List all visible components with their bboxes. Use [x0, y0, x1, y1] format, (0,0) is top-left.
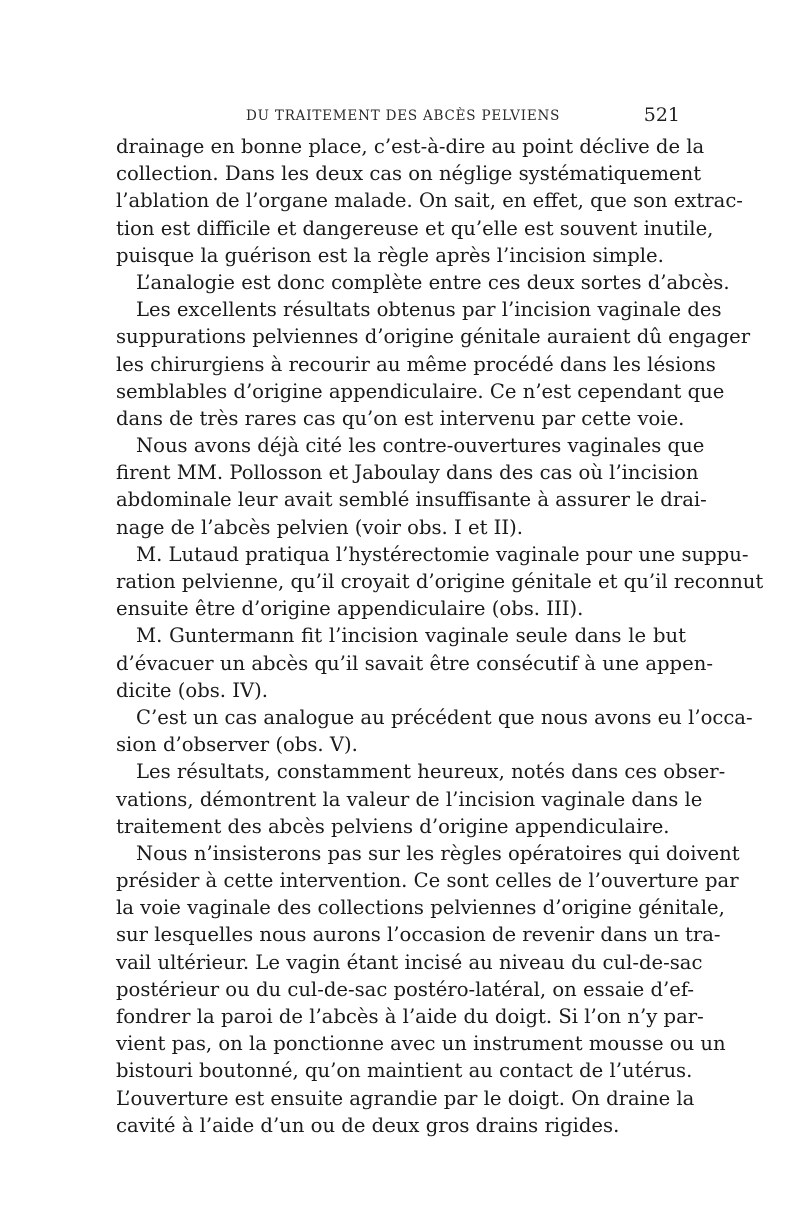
text-line: d’évacuer un abcès qu’il savait être consécutif à une appen- [116, 651, 713, 675]
text-line: M. Lutaud pratiqua l’hystérectomie vaginale pour une suppu- [136, 542, 749, 566]
text-line: présider à cette intervention. Ce sont celles de l’ouverture par [116, 869, 739, 893]
body-text [116, 133, 764, 1139]
text-line: sion d’observer (obs. V). [116, 733, 358, 757]
text-line: ration pelvienne, qu’il croyait d’origine génitale et qu’il reconnut [116, 570, 764, 593]
text-line: abdominale leur avait semblé insuffisante à assurer le drai- [116, 488, 707, 512]
text-line: dicite (obs. IV). [116, 678, 269, 702]
text-line: la voie vaginale des collections pelviennes d’origine génitale, [116, 896, 725, 920]
text-line: ensuite être d’origine appendiculaire (obs. III). [116, 597, 584, 621]
text-line: drainage en bonne place, c’est-à-dire au point déclive de la [116, 135, 705, 158]
text-line: vations, démontrent la valeur de l’incision vaginale dans le [116, 787, 703, 811]
text-line: l’ablation de l’organe malade. On sait, en effet, que son extrac- [116, 189, 743, 213]
text-line: postérieur ou du cul-de-sac postéro-latéral, on essaie d’ef- [116, 977, 695, 1001]
text-line: bistouri boutonné, qu’on maintient au contact de l’utérus. [116, 1059, 693, 1083]
text-line: dans de très rares cas qu’on est intervenu par cette voie. [116, 406, 685, 430]
text-line: Les excellents résultats obtenus par l’incision vaginale des [136, 298, 722, 322]
text-line: fondrer la paroi de l’abcès à l’aide du doigt. Si l’on n’y par- [116, 1005, 704, 1028]
text-line: suppurations pelviennes d’origine génitale auraient dû engager [116, 325, 751, 349]
text-line: collection. Dans les deux cas on néglige systématiquement [116, 162, 702, 186]
text-line: L’ouverture est ensuite agrandie par le doigt. On draine la [116, 1086, 695, 1110]
text-line: L’analogie est donc complète entre ces deux sortes d’abcès. [136, 270, 730, 294]
text-line: Nous avons déjà cité les contre-ouvertures vaginales que [136, 434, 705, 458]
running-title: DU TRAITEMENT DES ABCÈS PELVIENS [246, 108, 561, 124]
text-line: nage de l’abcès pelvien (voir obs. I et II). [116, 515, 524, 539]
text-line: tion est difficile et dangereuse et qu’elle est souvent inutile, [116, 216, 714, 240]
text-line: vail ultérieur. Le vagin étant incisé au niveau du cul-de-sac [116, 950, 703, 974]
text-line: M. Guntermann fit l’incision vaginale seule dans le but [136, 624, 686, 648]
text-line: traitement des abcès pelviens d’origine appendiculaire. [116, 814, 670, 838]
text-line: semblables d’origine appendiculaire. Ce n’est cependant que [116, 379, 725, 403]
text-line: vient pas, on la ponctionne avec un instrument mousse ou un [116, 1032, 726, 1056]
text-line: Les résultats, constamment heureux, notés dans ces obser- [136, 760, 726, 784]
text-line: C’est un cas analogue au précédent que nous avons eu l’occa- [136, 705, 753, 729]
page-number: 521 [643, 104, 680, 126]
text-line: les chirurgiens à recourir au même procédé dans les lésions [116, 352, 716, 376]
text-line: puisque la guérison est la règle après l’incision simple. [116, 243, 664, 267]
text-line: firent MM. Pollosson et Jaboulay dans des cas où l’incision [116, 461, 699, 485]
text-line: Nous n’insisterons pas sur les règles opératoires qui doivent [136, 841, 740, 865]
text-line: sur lesquelles nous aurons l’occasion de revenir dans un tra- [116, 923, 721, 947]
running-head [98, 104, 686, 130]
text-line: cavité à l’aide d’un ou de deux gros drains rigides. [116, 1113, 620, 1137]
